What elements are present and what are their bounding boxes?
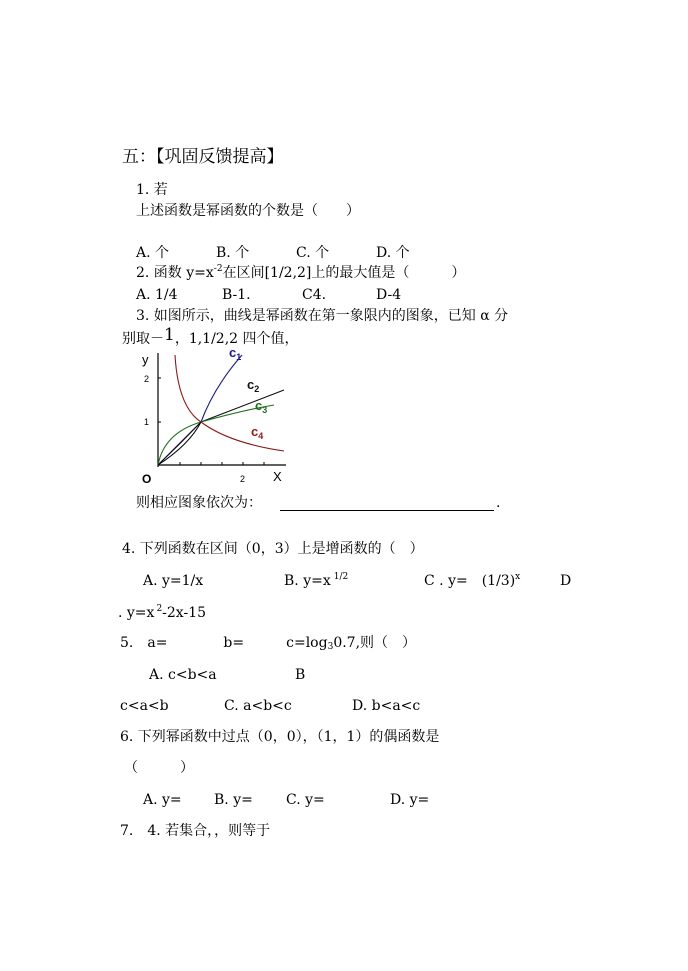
y-tick-2: 2 (144, 374, 150, 384)
q7-stem: 7. 4. 若集合，，则等于 (120, 823, 271, 839)
x-axis-label: X (273, 469, 282, 484)
q2-option-a: A. 1/4 (136, 287, 178, 303)
curve-label-c4: $c_4$ (251, 424, 264, 441)
q1-option-b: B. 个 (216, 245, 250, 261)
q4-option-a: A. y=1/x (143, 573, 204, 589)
q3-answer-blank[interactable] (280, 510, 494, 511)
q5-option-d: D. b<a<c (352, 698, 421, 714)
q2-stem-pre: 2. 函数 y=x (136, 265, 214, 281)
y-tick-1: 1 (144, 417, 150, 427)
q5-option-a: A. c<b<a (149, 667, 217, 683)
q1-line1: 1. 若 (136, 182, 168, 198)
power-function-graph (134, 347, 294, 487)
q6-option-a: A. y= (143, 792, 182, 808)
origin-label: O (142, 472, 152, 486)
q3-minus-one: 1 (164, 325, 175, 345)
q3-answer-prefix: 则相应图象依次为： (136, 495, 262, 511)
q6-option-b: B. y= (214, 792, 253, 808)
q2-option-b: B-1. (222, 287, 251, 303)
q2-option-d: D-4 (376, 287, 402, 303)
curve-label-c2: $c_2$ (247, 377, 260, 394)
q5-option-c: C. a<b<c (224, 698, 292, 714)
q1-line2: 上述函数是幂函数的个数是（ ） (136, 203, 360, 219)
q6-stem: 6. 下列幂函数中过点（0，0），（1，1）的偶函数是 (120, 729, 440, 745)
curve-label-c1: $c_1$ (229, 347, 242, 362)
q5-option-b: B (295, 667, 306, 683)
q1-option-c: C. 个 (296, 245, 330, 261)
q1-option-a: A. 个 (136, 245, 170, 261)
q3-answer-suffix: . (496, 495, 501, 511)
x-tick-2: 2 (240, 474, 246, 484)
q2-stem (136, 264, 465, 282)
q6-answer-paren: （ ） (124, 760, 194, 776)
y-axis-label: y (142, 352, 149, 367)
q1-option-d: D. 个 (376, 245, 410, 261)
q4-option-c: C . y= $(1/3)^x$ (424, 572, 521, 589)
q2-stem-post: 在区间[1/2,2]上的最大值是（ ） (222, 265, 466, 281)
q4-stem: 4. 下列函数在区间（0，3）上是增函数的（ ） (122, 541, 424, 557)
q3-line2-c: ，1,1/2,2 四个值， (174, 331, 299, 347)
q6-option-d: D. y= (390, 792, 430, 808)
q2-exponent: -2 (213, 264, 223, 274)
q3-line2 (122, 325, 299, 348)
curve-c2 (158, 390, 284, 465)
q4-option-b: B. y=x $^{1/2}$ (284, 572, 349, 589)
q3-line1: 3. 如图所示，曲线是幂函数在第一象限内的图象，已知 α 分 (136, 308, 509, 324)
q2-option-c: C4. (302, 287, 327, 303)
curve-label-c3: $c_3$ (255, 398, 268, 415)
q3-line2-a: 别取－ (122, 331, 164, 347)
q4-option-d: D (560, 573, 572, 589)
q4-option-d-cont: . y=x $^2$-2x-15 (118, 604, 207, 621)
section-title: 五：【巩固反馈提高】 (122, 147, 284, 167)
q5-option-b-cont: c<a<b (120, 698, 169, 714)
curve-c1 (158, 355, 242, 465)
q5-stem: 5. a= b= $c=\log_30.7$,则（ ） (120, 635, 417, 652)
q6-option-c: C. y= (286, 792, 325, 808)
